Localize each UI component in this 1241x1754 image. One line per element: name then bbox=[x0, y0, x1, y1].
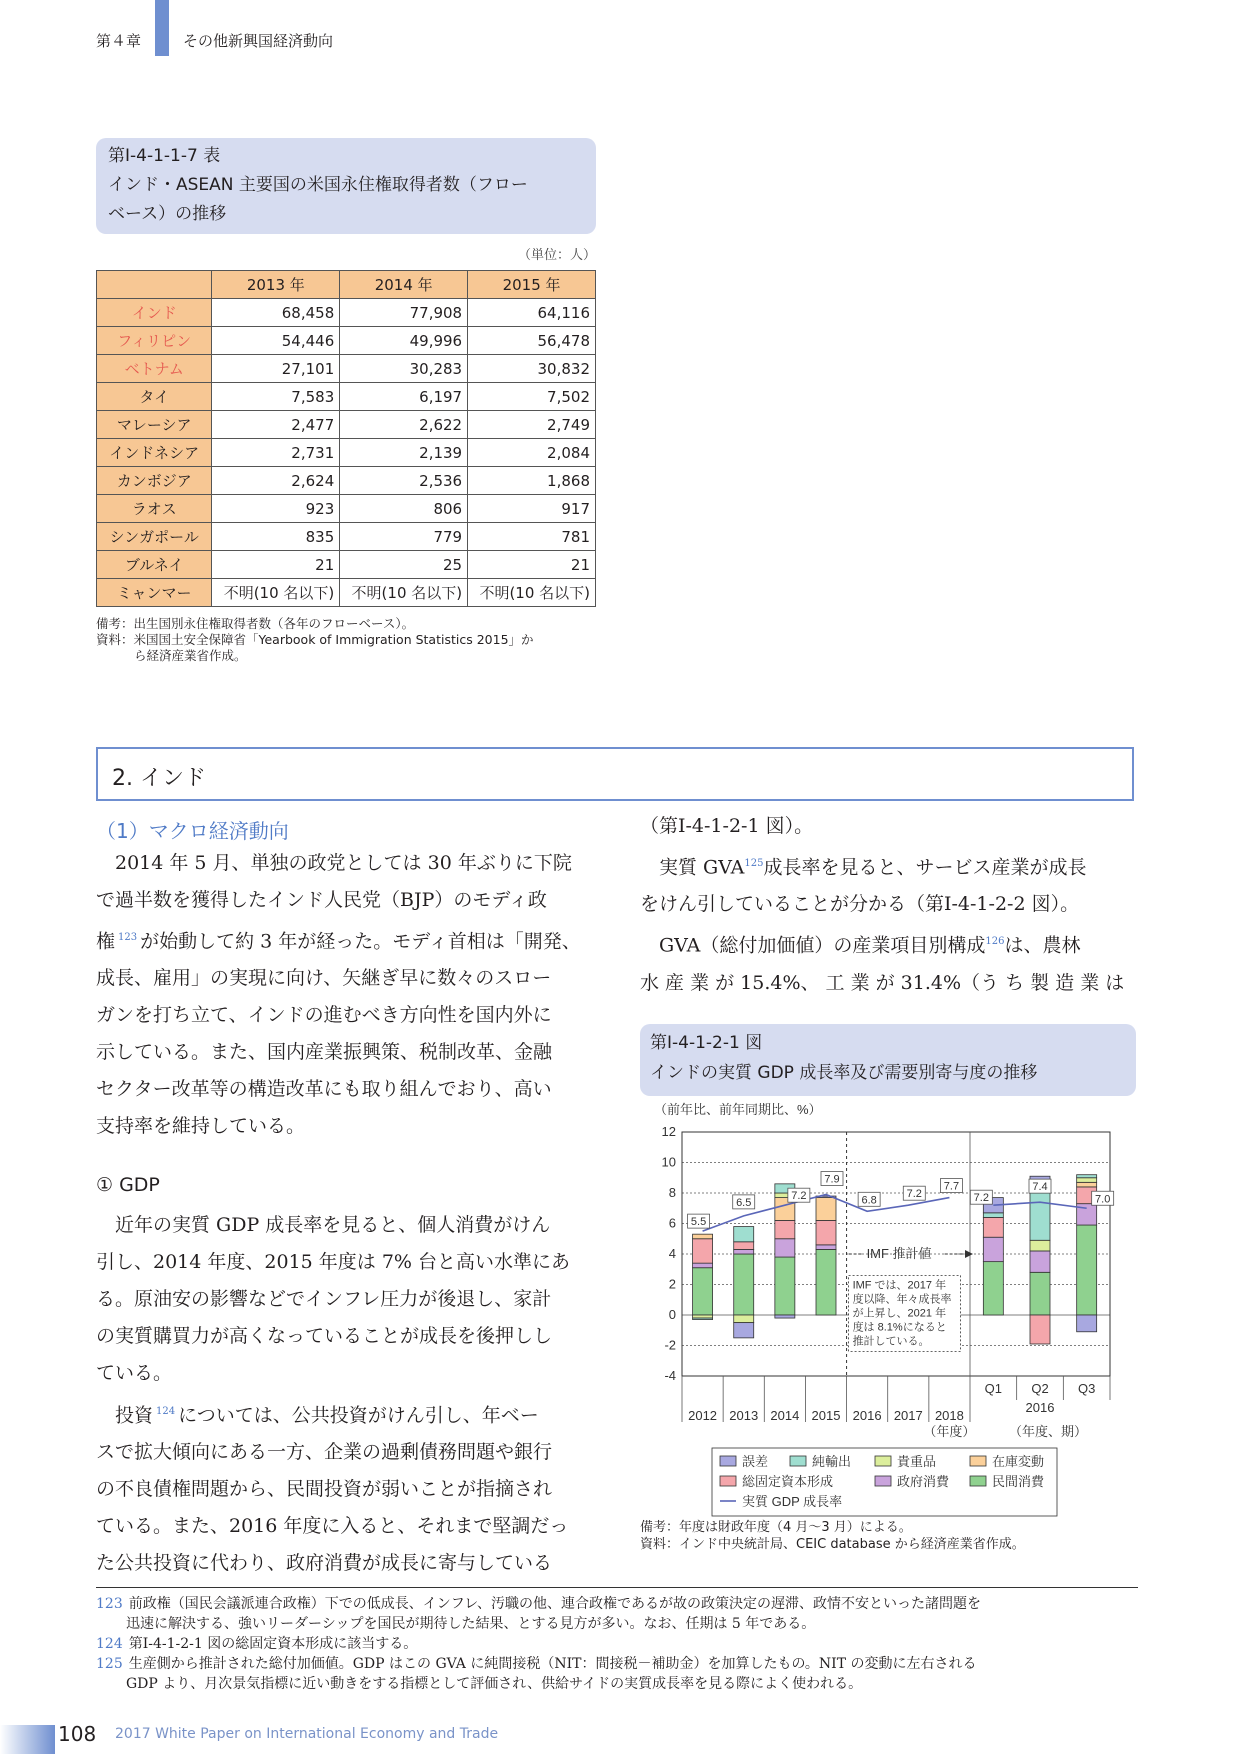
gdp-contribution-chart bbox=[640, 1100, 1140, 1520]
row-header: タイ bbox=[97, 383, 212, 411]
table-cell: 2,139 bbox=[340, 439, 468, 467]
legend-swatch bbox=[875, 1476, 891, 1486]
legend-label: 貴重品 bbox=[897, 1454, 937, 1469]
gdp-label: 6.5 bbox=[736, 1196, 752, 1209]
page-number: 108 bbox=[58, 1722, 97, 1746]
bar-segment bbox=[734, 1249, 754, 1254]
footnote-number: 123 bbox=[96, 1596, 123, 1612]
row-header: フィリピン bbox=[97, 327, 212, 355]
x-tick-label: 2015 bbox=[811, 1408, 841, 1423]
gdp-label: 5.5 bbox=[690, 1216, 707, 1229]
text-line: ている。 bbox=[96, 1362, 173, 1384]
footnote bbox=[96, 1654, 977, 1674]
paragraph-investment bbox=[96, 1393, 596, 1582]
text-line: （第Ⅰ-4-1-2-1 図）。 bbox=[640, 815, 814, 837]
gdp-label: 7.7 bbox=[943, 1180, 960, 1193]
table-cell: 21 bbox=[212, 551, 340, 579]
y-tick-label: -4 bbox=[664, 1368, 676, 1383]
table-cell: 25 bbox=[340, 551, 468, 579]
table-note: 備考：出生国別永住権取得者数（各年のフローベース）。 bbox=[96, 616, 415, 631]
text-span: は、農林 bbox=[1004, 934, 1081, 957]
gdp-label: 7.2 bbox=[906, 1188, 922, 1201]
bar-segment bbox=[775, 1257, 795, 1315]
table-row bbox=[97, 551, 596, 579]
text-line: 水 産 業 が 15.4%、 工 業 が 31.4%（う ち 製 造 業 は bbox=[640, 971, 1125, 994]
immigration-table bbox=[96, 270, 596, 607]
bar-segment bbox=[1030, 1272, 1050, 1315]
legend-swatch bbox=[720, 1456, 736, 1466]
table-cell: 56,478 bbox=[468, 327, 596, 355]
table-row bbox=[97, 579, 596, 607]
table-cell: 不明(10 名以下) bbox=[340, 579, 468, 607]
table-cell: 2,749 bbox=[468, 411, 596, 439]
table-cell: 49,996 bbox=[340, 327, 468, 355]
table-cell: 不明(10 名以下) bbox=[468, 579, 596, 607]
table-cell: 30,832 bbox=[468, 355, 596, 383]
table-cell: 2,084 bbox=[468, 439, 596, 467]
gdp-label: 7.2 bbox=[791, 1190, 807, 1203]
y-tick-label: -2 bbox=[664, 1337, 676, 1353]
text-line: 近年の実質 GDP 成長率を見ると、個人消費がけん bbox=[96, 1214, 551, 1236]
bar-segment bbox=[1030, 1251, 1050, 1272]
section-label: その他新興国経済動向 bbox=[183, 32, 334, 50]
x-tick-label: 2018 bbox=[934, 1408, 964, 1423]
legend-label: 純輸出 bbox=[812, 1454, 852, 1469]
text-line: をけん引していることが分かる（第Ⅰ-4-1-2-2 図）。 bbox=[640, 893, 1080, 916]
chapter-label: 第４章 bbox=[96, 32, 142, 50]
row-header: ラオス bbox=[97, 495, 212, 523]
table-row bbox=[97, 383, 596, 411]
imf-note-line: 度は 8.1%になると bbox=[852, 1321, 947, 1334]
table-cell: 68,458 bbox=[212, 299, 340, 327]
text-line: セクター改革等の構造改革にも取り組んでおり、高い bbox=[96, 1078, 552, 1101]
text-line bbox=[640, 845, 1140, 886]
x-tick-label: 2017 bbox=[893, 1408, 923, 1423]
bar-segment bbox=[1077, 1178, 1097, 1183]
text-line: の不良債権問題から、民間投資が弱いことが指摘され bbox=[96, 1478, 553, 1501]
figure-caption bbox=[640, 1024, 1136, 1096]
bar-segment bbox=[734, 1242, 754, 1250]
legend-swatch bbox=[970, 1456, 986, 1466]
row-header: ミャンマー bbox=[97, 579, 212, 607]
text-line: 引し、2014 年度、2015 年度は 7% 台と高い水準にあ bbox=[96, 1251, 571, 1273]
table-caption-line: インド・ASEAN 主要国の米国永住権取得者数（フロー bbox=[108, 175, 528, 195]
gdp-heading: ① GDP bbox=[96, 1174, 160, 1196]
bar-segment bbox=[734, 1254, 754, 1315]
table-cell: 781 bbox=[468, 523, 596, 551]
table-unit: （単位：人） bbox=[517, 248, 596, 263]
table-cell: 917 bbox=[468, 495, 596, 523]
right-column-text bbox=[640, 808, 1140, 1002]
table-cell: 835 bbox=[212, 523, 340, 551]
bar-segment bbox=[693, 1239, 713, 1263]
bar-segment bbox=[693, 1234, 713, 1239]
x-axis-label: （年度） bbox=[923, 1424, 976, 1439]
text-line bbox=[96, 919, 596, 960]
text-span: が始動して約 3 年が経った。モディ首相は「開発、 bbox=[140, 930, 581, 953]
subsection-heading: （1）マクロ経済動向 bbox=[96, 819, 289, 843]
table-header-cell: 2014 年 bbox=[340, 271, 468, 299]
gdp-label: 6.8 bbox=[861, 1194, 877, 1207]
figure-caption-line: インドの実質 GDP 成長率及び需要別寄与度の推移 bbox=[650, 1063, 1038, 1083]
imf-note-line: IMF では、2017 年 bbox=[852, 1279, 947, 1292]
table-source-cont: ら経済産業省作成。 bbox=[134, 648, 247, 663]
table-cell: 779 bbox=[340, 523, 468, 551]
footnote-ref[interactable]: 123 bbox=[118, 932, 138, 943]
legend-label: 誤差 bbox=[742, 1454, 769, 1469]
bar-segment bbox=[1077, 1315, 1097, 1332]
text-line: 2014 年 5 月、単独の政党としては 30 年ぶりに下院 bbox=[96, 852, 572, 874]
x-tick-label: Q2 bbox=[1031, 1381, 1049, 1396]
text-line: た公共投資に代わり、政府消費が成長に寄与している bbox=[96, 1552, 553, 1575]
text-line: る。原油安の影響などでインフレ圧力が後退し、家計 bbox=[96, 1288, 552, 1310]
x-tick-label: Q1 bbox=[984, 1381, 1003, 1396]
table-cell: 54,446 bbox=[212, 327, 340, 355]
bar-segment bbox=[983, 1217, 1003, 1237]
footer-accent-bar bbox=[0, 1725, 55, 1754]
table-cell: 806 bbox=[340, 495, 468, 523]
bar-segment bbox=[1030, 1315, 1050, 1344]
bar-segment bbox=[1077, 1182, 1097, 1187]
table-cell: 2,622 bbox=[340, 411, 468, 439]
bar-segment bbox=[693, 1315, 713, 1318]
legend-label: 政府消費 bbox=[897, 1474, 950, 1489]
footnote-number: 124 bbox=[96, 1636, 123, 1652]
bar-segment bbox=[693, 1263, 713, 1268]
table-row bbox=[97, 439, 596, 467]
text-line: 示している。また、国内産業振興策、税制改革、金融 bbox=[96, 1041, 553, 1064]
legend-swatch bbox=[720, 1476, 736, 1486]
section-heading-box bbox=[96, 747, 1134, 801]
x-tick-label: 2013 bbox=[729, 1408, 759, 1423]
text-line: の実質購買力が高くなっていることが成長を後押しし bbox=[96, 1325, 553, 1347]
bar-segment bbox=[1030, 1240, 1050, 1251]
text-line: で過半数を獲得したインド人民党（BJP）のモディ政 bbox=[96, 889, 547, 911]
table-cell: 2,731 bbox=[212, 439, 340, 467]
unit-label: （前年比、前年同期比、%） bbox=[654, 1102, 822, 1117]
row-header: カンボジア bbox=[97, 467, 212, 495]
figure-note: 備考：年度は財政年度（4 月〜3 月）による。 bbox=[640, 1520, 912, 1535]
bar-segment bbox=[816, 1249, 836, 1315]
section-title: 2. インド bbox=[112, 766, 206, 791]
quarter-year-label: 2016 bbox=[1025, 1400, 1055, 1415]
header-accent-bar bbox=[155, 0, 169, 56]
y-tick-label: 6 bbox=[668, 1215, 676, 1231]
text-line: 成長、雇用」の実現に向け、矢継ぎ早に数々のスロー bbox=[96, 967, 552, 990]
legend-label: 在庫変動 bbox=[992, 1454, 1045, 1469]
table-cell: 30,283 bbox=[340, 355, 468, 383]
text-span: 実質 GVA bbox=[640, 856, 745, 879]
text-line: ガンを打ち立て、インドの進むべき方向性を国内外に bbox=[96, 1004, 552, 1027]
footnote-rule bbox=[96, 1587, 1138, 1588]
footnote-text: 生産側から推計された総付加価値。GDP はこの GVA に純間接税（NIT：間接税－補助金）を加算したもの。NIT の変動に左右される bbox=[128, 1656, 977, 1672]
gdp-label: 7.9 bbox=[824, 1173, 840, 1186]
bar-segment bbox=[816, 1198, 836, 1221]
text-span: については、公共投資がけん引し、年ベー bbox=[178, 1404, 539, 1427]
figure-caption-line: 第Ⅰ-4-1-2-1 図 bbox=[650, 1033, 763, 1053]
y-tick-label: 8 bbox=[668, 1185, 676, 1200]
table-caption-line: ベース）の推移 bbox=[108, 204, 227, 224]
bar-segment bbox=[775, 1239, 795, 1257]
bar-segment bbox=[983, 1262, 1003, 1315]
legend-swatch bbox=[875, 1456, 891, 1466]
legend-label: 総固定資本形成 bbox=[742, 1474, 834, 1489]
gdp-label: 7.4 bbox=[1032, 1181, 1048, 1194]
table-cell: 64,116 bbox=[468, 299, 596, 327]
table-cell: 6,197 bbox=[340, 383, 468, 411]
table-cell: 7,502 bbox=[468, 383, 596, 411]
table-cell: 2,536 bbox=[340, 467, 468, 495]
table-cell: 923 bbox=[212, 495, 340, 523]
text-span: 成長率を見ると、サービス産業が成長 bbox=[763, 856, 1087, 879]
bar-segment bbox=[734, 1315, 754, 1323]
table-cell: 2,624 bbox=[212, 467, 340, 495]
paragraph-gdp bbox=[96, 1207, 596, 1392]
paragraph-politics bbox=[96, 845, 596, 1145]
footnote bbox=[96, 1634, 417, 1654]
legend-swatch bbox=[790, 1456, 806, 1466]
table-row bbox=[97, 299, 596, 327]
footnote-ref[interactable]: 124 bbox=[156, 1406, 176, 1417]
row-header: インドネシア bbox=[97, 439, 212, 467]
x-tick-label: 2014 bbox=[770, 1408, 800, 1423]
imf-note-line: 推計している。 bbox=[852, 1335, 930, 1348]
bar-segment bbox=[816, 1245, 836, 1250]
table-row bbox=[97, 467, 596, 495]
table-cell: 27,101 bbox=[212, 355, 340, 383]
gdp-label: 7.2 bbox=[973, 1192, 989, 1205]
footnote-text: 迅速に解決する、強いリーダーシップを国民が期待した結果、とする見方が多い。なお、任期は 5 年である。 bbox=[126, 1616, 816, 1632]
bar-segment bbox=[1030, 1187, 1050, 1240]
legend-swatch bbox=[970, 1476, 986, 1486]
bar-segment bbox=[983, 1213, 1003, 1218]
table-row bbox=[97, 411, 596, 439]
y-tick-label: 0 bbox=[668, 1307, 676, 1322]
x-tick-label: 2016 bbox=[852, 1408, 882, 1423]
row-header: インド bbox=[97, 299, 212, 327]
table-header-cell bbox=[97, 271, 212, 299]
table-cell: 1,868 bbox=[468, 467, 596, 495]
bar-segment bbox=[693, 1268, 713, 1315]
y-tick-label: 10 bbox=[661, 1154, 676, 1170]
table-row bbox=[97, 327, 596, 355]
text-span: 権 bbox=[96, 930, 116, 953]
bar-segment bbox=[734, 1323, 754, 1338]
bar-segment bbox=[693, 1318, 713, 1320]
row-header: マレーシア bbox=[97, 411, 212, 439]
imf-arrow-head bbox=[965, 1250, 973, 1258]
footnote-number: 125 bbox=[96, 1656, 123, 1672]
table-caption bbox=[96, 138, 596, 234]
bar-segment bbox=[734, 1227, 754, 1242]
footnote-ref[interactable]: 126 bbox=[985, 936, 1005, 948]
table-source: 資料：米国国土安全保障省「Yearbook of Immigration Statistics 2015」か bbox=[96, 632, 534, 647]
table-row bbox=[97, 523, 596, 551]
row-header: シンガポール bbox=[97, 523, 212, 551]
footnote-ref[interactable]: 125 bbox=[744, 858, 764, 869]
table-cell: 不明(10 名以下) bbox=[212, 579, 340, 607]
legend-label: 実質 GDP 成長率 bbox=[742, 1494, 843, 1509]
x-tick-label: Q3 bbox=[1077, 1381, 1096, 1396]
table-header-cell: 2013 年 bbox=[212, 271, 340, 299]
table-row bbox=[97, 355, 596, 383]
table-cell: 7,583 bbox=[212, 383, 340, 411]
bar-segment bbox=[775, 1220, 795, 1238]
table-cell: 2,477 bbox=[212, 411, 340, 439]
text-span: GVA（総付加価値）の産業項目別構成 bbox=[640, 934, 986, 957]
legend-label: 民間消費 bbox=[992, 1474, 1045, 1489]
table-header-cell: 2015 年 bbox=[468, 271, 596, 299]
table-cell: 77,908 bbox=[340, 299, 468, 327]
footnote-text: 第Ⅰ-4-1-2-1 図の総固定資本形成に該当する。 bbox=[128, 1636, 418, 1652]
footnote bbox=[96, 1594, 981, 1614]
footnote-text: GDP より、月次景気指標に近い動きをする指標として評価され、供給サイドの実質成長率を見る際によく使われる。 bbox=[126, 1676, 863, 1692]
gdp-label: 7.0 bbox=[1095, 1193, 1111, 1206]
table-cell: 21 bbox=[468, 551, 596, 579]
text-line: スで拡大傾向にある一方、企業の過剰債務問題や銀行 bbox=[96, 1441, 553, 1464]
table-caption-line: 第Ⅰ-4-1-1-7 表 bbox=[108, 146, 221, 166]
footnote-text: 前政権（国民会議派連合政権）下での低成長、インフレ、汚職の他、連合政権であるが故の政策決定の遅滞、政情不安といった諸問題を bbox=[128, 1596, 982, 1612]
row-header: ブルネイ bbox=[97, 551, 212, 579]
imf-note-line: 度以降、年々成長率 bbox=[852, 1293, 952, 1306]
table-row bbox=[97, 495, 596, 523]
y-tick-label: 2 bbox=[668, 1276, 676, 1292]
figure-source: 資料：インド中央統計局、CEIC database から経済産業省作成。 bbox=[640, 1537, 1025, 1552]
footer-title: 2017 White Paper on International Economy and Trade bbox=[115, 1726, 499, 1742]
row-header: ベトナム bbox=[97, 355, 212, 383]
table-header-row bbox=[97, 271, 596, 299]
bar-segment bbox=[1077, 1225, 1097, 1315]
x-axis-label: （年度、期） bbox=[1008, 1424, 1088, 1439]
text-line: 支持率を維持している。 bbox=[96, 1115, 306, 1138]
bar-segment bbox=[1077, 1175, 1097, 1178]
imf-note-line: が上昇し、2021 年 bbox=[852, 1307, 947, 1320]
bar-segment bbox=[983, 1237, 1003, 1261]
text-line: ている。また、2016 年度に入ると、それまで堅調だっ bbox=[96, 1515, 569, 1538]
y-tick-label: 4 bbox=[668, 1246, 676, 1261]
x-tick-label: 2012 bbox=[688, 1408, 718, 1423]
y-tick-label: 12 bbox=[661, 1124, 676, 1139]
text-span: 投資 bbox=[96, 1404, 154, 1427]
text-line bbox=[640, 923, 1140, 964]
bar-segment bbox=[775, 1315, 795, 1318]
bar-segment bbox=[816, 1220, 836, 1244]
imf-label: IMF 推計値 bbox=[866, 1246, 932, 1261]
text-line bbox=[96, 1393, 596, 1434]
